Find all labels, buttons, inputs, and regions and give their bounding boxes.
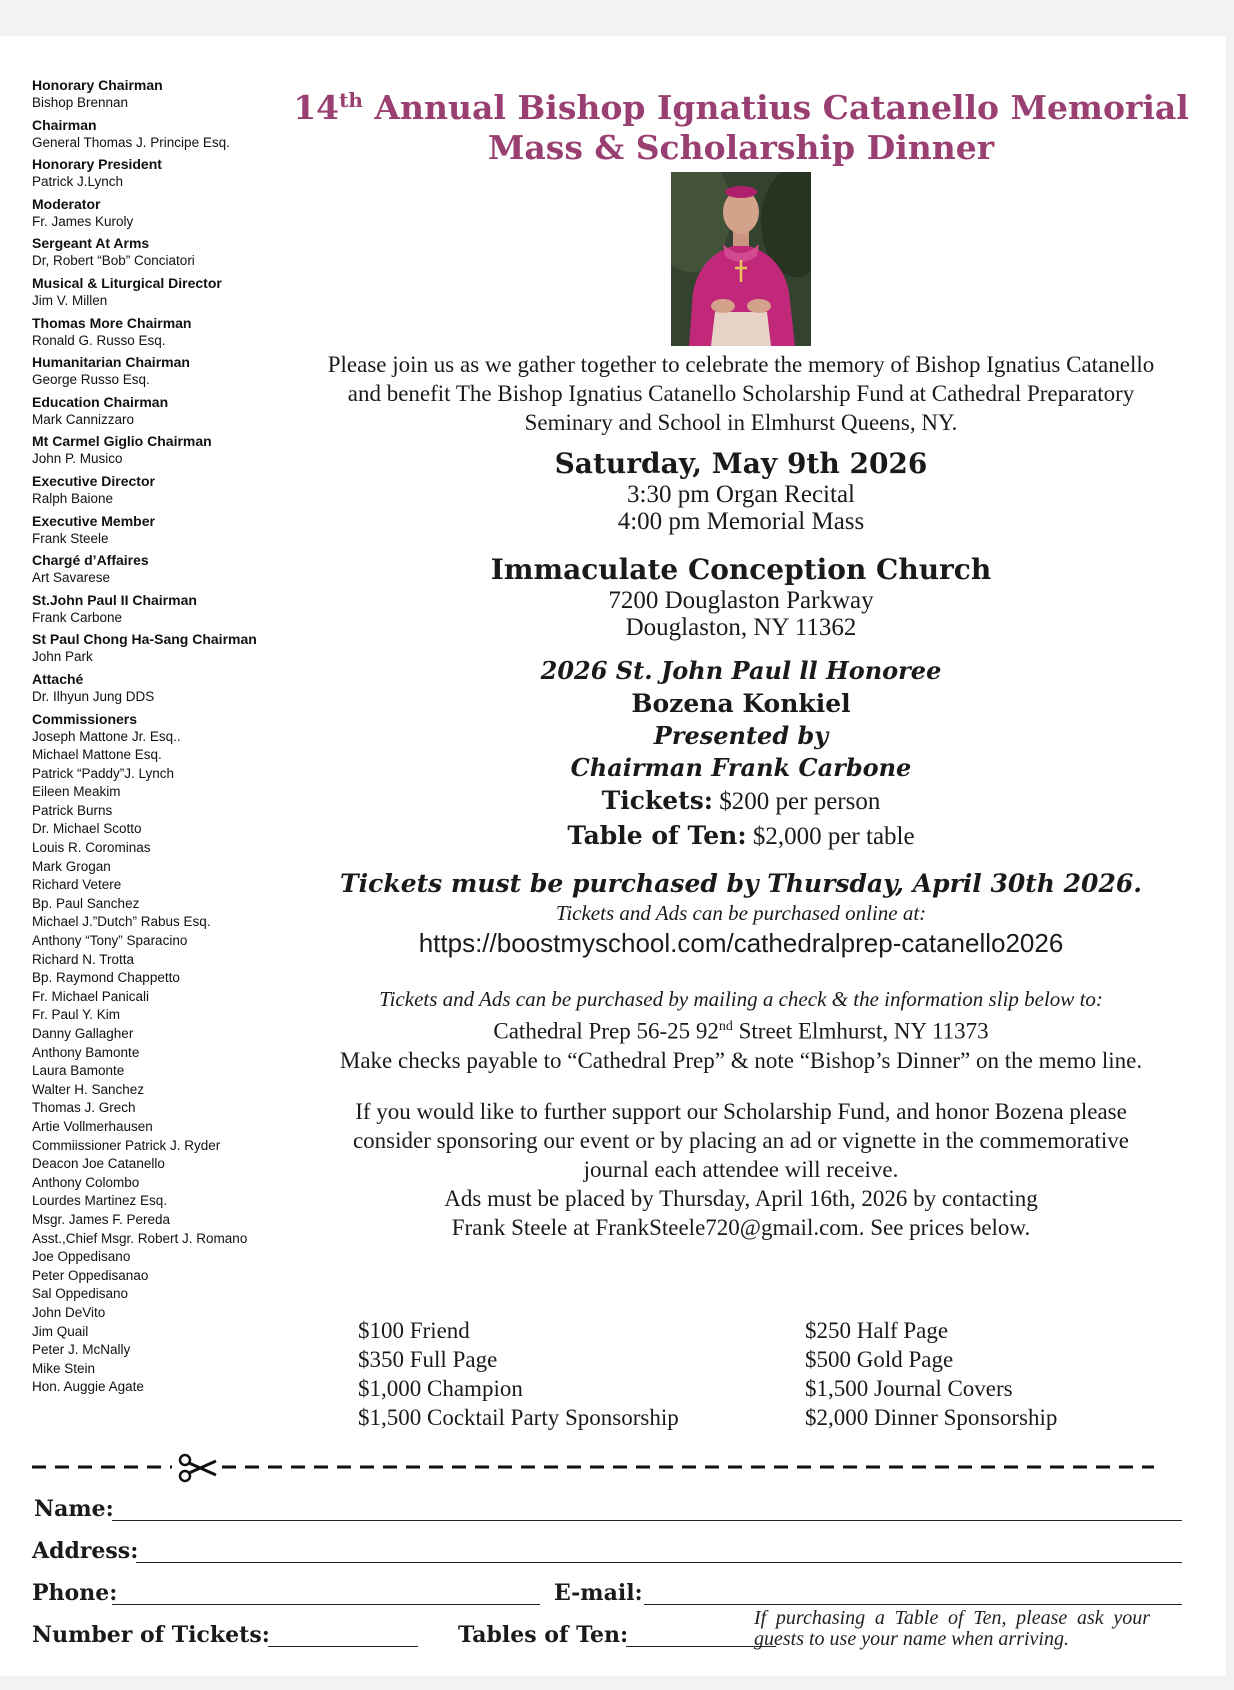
committee-member: Peter J. McNally	[32, 1342, 131, 1358]
committee-member: Bp. Raymond Chappetto	[32, 970, 180, 986]
committee-member: Mark Cannizzaro	[32, 411, 135, 427]
schedule-mass: 4:00 pm Memorial Mass	[617, 508, 865, 535]
price-item: $250 Half Page	[805, 1318, 949, 1343]
committee-member: Joe Oppedisano	[32, 1249, 131, 1265]
address-field[interactable]	[136, 1562, 1182, 1563]
committee-role: Education Chairman	[32, 393, 169, 410]
online-note: Tickets and Ads can be purchased online at:	[555, 901, 927, 925]
bishop-portrait	[671, 172, 811, 346]
committee-member: Patrick J.Lynch	[32, 174, 124, 190]
committee-member: Commiissioner Patrick J. Ryder	[32, 1137, 221, 1153]
committee-member: Dr. Michael Scotto	[32, 821, 142, 837]
committee-member: Patrick Burns	[32, 802, 113, 818]
venue-city: Douglaston, NY 11362	[625, 614, 857, 641]
tickets-price-line: Tickets: $200 per person	[601, 786, 881, 815]
honoree-name: Bozena Konkiel	[631, 689, 851, 718]
committee-member: Dr. Ilhyun Jung DDS	[32, 688, 155, 704]
committee-member: Joseph Mattone Jr. Esq..	[32, 728, 181, 744]
price-item: $1,500 Cocktail Party Sponsorship	[358, 1405, 679, 1430]
mail-address: Cathedral Prep 56-25 92nd Street Elmhurst, NY 11373	[493, 1018, 989, 1044]
purchase-deadline: Tickets must be purchased by Thursday, April 30th 2026.	[340, 869, 1142, 898]
tables-label: Tables of Ten:	[458, 1622, 629, 1648]
committee-role: Thomas More Chairman	[32, 314, 192, 331]
committee-role: St.John Paul II Chairman	[32, 591, 197, 608]
committee-member: Mark Grogan	[32, 858, 111, 874]
committee-role: Sergeant At Arms	[32, 235, 150, 252]
name-label: Name:	[34, 1496, 114, 1522]
purchase-url-link[interactable]: https://boostmyschool.com/cathedralprep-catanello2026	[418, 928, 1064, 958]
committee-group	[32, 314, 272, 351]
committee-group	[32, 512, 272, 549]
price-item: $100 Friend	[358, 1318, 470, 1343]
committee-group	[32, 591, 272, 628]
phone-label: Phone:	[32, 1580, 118, 1606]
event-title: 14th Annual Bishop Ignatius Catanello Memorial Mass & Scholarship Dinner	[293, 88, 1189, 167]
committee-role: Honorary Chairman	[32, 77, 163, 93]
committee-member: Anthony “Tony” Sparacino	[32, 933, 188, 949]
committee-role: Moderator	[32, 195, 101, 212]
committee-member: Jim V. Millen	[32, 292, 108, 308]
committee-member: John DeVito	[32, 1304, 106, 1320]
committee-group	[32, 670, 272, 707]
committee-member: Louis R. Corominas	[32, 840, 151, 856]
address-label: Address:	[32, 1538, 139, 1564]
committee-group	[32, 432, 272, 469]
presented-by: Presented by	[653, 721, 829, 750]
committee-group	[32, 195, 272, 232]
num-tickets-label: Number of Tickets:	[32, 1622, 270, 1648]
committee-member: Michael Mattone Esq.	[32, 747, 162, 763]
honoree-title: 2026 St. John Paul ll Honoree	[540, 656, 942, 685]
name-field[interactable]	[112, 1520, 1182, 1521]
honoree-block	[248, 655, 1234, 854]
committee-member: Anthony Colombo	[32, 1174, 140, 1190]
email-label: E-mail:	[554, 1580, 643, 1606]
committee-group	[32, 155, 272, 192]
committee-member: Fr. James Kuroly	[32, 213, 134, 229]
committee-role: Chairman	[32, 116, 97, 133]
committee-member: Sal Oppedisano	[32, 1286, 129, 1302]
price-item: $350 Full Page	[358, 1347, 498, 1372]
committee-role: Mt Carmel Giglio Chairman	[32, 433, 212, 450]
committee-role: Executive Member	[32, 512, 155, 529]
price-item: $500 Gold Page	[805, 1347, 954, 1372]
committee-group	[32, 274, 272, 311]
cut-line	[32, 1453, 1154, 1483]
committee-group	[32, 551, 272, 588]
committee-role: Executive Director	[32, 472, 155, 489]
presenter-name: Chairman Frank Carbone	[570, 753, 912, 782]
committee-member: Michael J.”Dutch” Rabus Esq.	[32, 914, 211, 930]
committee-member: Fr. Paul Y. Kim	[32, 1007, 121, 1023]
committee-member: Artie Vollmerhausen	[32, 1118, 153, 1134]
committee-group	[32, 353, 272, 390]
venue-name: Immaculate Conception Church	[490, 553, 992, 586]
price-item: $1,500 Journal Covers	[805, 1376, 1013, 1401]
committee-member: Peter Oppedisanao	[32, 1267, 149, 1283]
committee-member: Dr, Robert “Bob” Conciatori	[32, 253, 195, 269]
committee-member: Lourdes Martinez Esq.	[32, 1193, 168, 1209]
price-item: $1,000 Champion	[358, 1376, 523, 1401]
committee-member: Ronald G. Russo Esq.	[32, 332, 166, 348]
committee-member: Mike Stein	[32, 1360, 96, 1376]
num-tickets-field[interactable]	[268, 1646, 418, 1647]
committee-member: John Park	[32, 649, 93, 665]
committee-group	[32, 710, 272, 1397]
committee-role: Musical & Liturgical Director	[32, 274, 222, 291]
support-paragraph: If you would like to further support our Scholarship Fund, and honor Bozena please consider sponsoring our event or by placing an ad or vignette in the commemorative journal each attendee will receive. Ads must be placed by Thursday, April 16th, 2026 by contacting Frank Steele at FrankSteele720@gmail.com. See prices below.	[352, 1098, 1130, 1240]
committee-member: Richard N. Trotta	[32, 951, 135, 967]
committee-sidebar	[32, 76, 272, 1400]
committee-member: Fr. Michael Panicali	[32, 988, 150, 1004]
committee-member: Anthony Bamonte	[32, 1044, 140, 1060]
committee-member: Frank Steele	[32, 530, 109, 546]
email-field[interactable]	[644, 1604, 1182, 1605]
mail-note: Tickets and Ads can be purchased by mailing a check & the information slip below to:	[379, 987, 1103, 1011]
bishop-portrait-drawing	[671, 172, 811, 346]
committee-member: George Russo Esq.	[32, 372, 150, 388]
venue-street: 7200 Douglaston Parkway	[608, 587, 874, 614]
phone-field[interactable]	[112, 1604, 540, 1605]
committee-role: Honorary President	[32, 156, 162, 173]
committee-member: Bishop Brennan	[32, 95, 129, 110]
committee-group	[32, 116, 272, 153]
committee-member: Jim Quail	[32, 1323, 89, 1339]
table-of-ten-note: If purchasing a Table of Ten, please ask your guests to use your name when arriving.	[754, 1607, 1150, 1650]
committee-member: Ralph Baione	[32, 490, 114, 506]
committee-member: Msgr. James F. Pereda	[32, 1211, 171, 1227]
committee-member: Hon. Auggie Agate	[32, 1379, 144, 1395]
committee-member: Richard Vetere	[32, 877, 122, 893]
committee-group	[32, 393, 272, 430]
committee-member: Asst.,Chief Msgr. Robert J. Romano	[32, 1230, 248, 1246]
price-item: $2,000 Dinner Sponsorship	[805, 1405, 1058, 1430]
committee-member: Danny Gallagher	[32, 1026, 134, 1041]
table-price-line: Table of Ten: $2,000 per table	[567, 821, 915, 850]
committee-group	[32, 472, 272, 509]
committee-member: Laura Bamonte	[32, 1063, 125, 1079]
committee-group	[32, 234, 272, 271]
committee-member: Frank Carbone	[32, 609, 123, 625]
committee-role: Attaché	[32, 670, 84, 687]
committee-member: Walter H. Sanchez	[32, 1081, 145, 1097]
committee-member: Eileen Meakim	[32, 784, 121, 800]
scissors-icon	[178, 1453, 218, 1483]
committee-role: Commissioners	[32, 710, 138, 727]
committee-member: Patrick “Paddy”J. Lynch	[32, 765, 175, 781]
intro-paragraph: Please join us as we gather together to celebrate the memory of Bishop Ignatius Catanello and benefit The Bishop Ignatius Catanello Scholarship Fund at Cathedral Preparatory Seminary and School in Elmhurst Queens, NY.	[327, 352, 1155, 435]
price-column-left	[358, 1316, 679, 1432]
committee-role: Chargé d’Affaires	[32, 552, 149, 569]
committee-group	[32, 630, 272, 667]
checks-note: Make checks payable to “Cathedral Prep” & note “Bishop’s Dinner” on the memo line.	[339, 1047, 1143, 1073]
committee-member: Art Savarese	[32, 570, 111, 586]
schedule-recital: 3:30 pm Organ Recital	[627, 481, 855, 508]
committee-member: General Thomas J. Principe Esq.	[32, 134, 230, 150]
committee-role: Humanitarian Chairman	[32, 354, 190, 371]
event-date: Saturday, May 9th 2026	[554, 447, 928, 480]
committee-group	[32, 76, 272, 113]
committee-member: John P. Musico	[32, 451, 123, 467]
price-column-right	[805, 1316, 1057, 1432]
committee-role: St Paul Chong Ha-Sang Chairman	[32, 631, 257, 648]
committee-member: Deacon Joe Catanello	[32, 1156, 165, 1172]
committee-member: Bp. Paul Sanchez	[32, 895, 140, 911]
main-column	[248, 80, 1234, 1242]
committee-member: Thomas J. Grech	[32, 1100, 136, 1116]
